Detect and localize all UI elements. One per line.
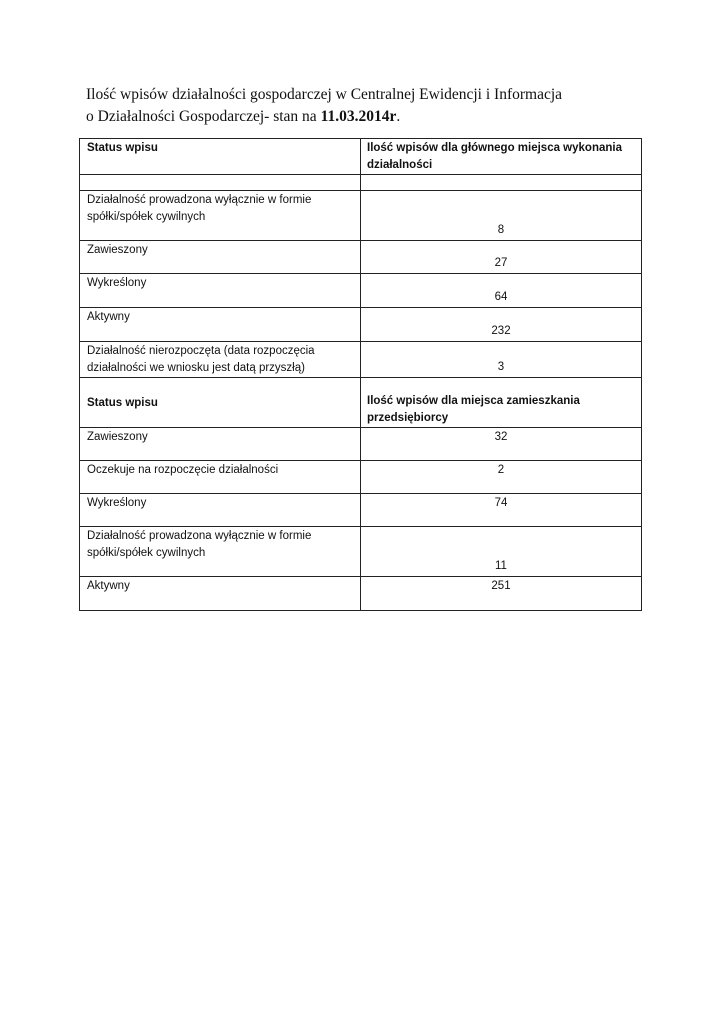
row-count: 64 [361, 274, 642, 308]
table-row [80, 308, 642, 342]
spacer-cell [361, 175, 642, 191]
table-row [80, 527, 642, 577]
table-header-residence [80, 378, 642, 428]
row-status: Wykreślony [80, 274, 361, 308]
table-header-main [80, 139, 642, 175]
row-status: Zawieszony [80, 241, 361, 274]
row-status: Aktywny [80, 308, 361, 342]
row-count: 2 [361, 461, 642, 494]
header-count-main: Ilość wpisów dla głównego miejsca wykonania działalności [361, 139, 642, 175]
table-spacer-row [80, 175, 642, 191]
row-status: Działalność nierozpoczęta (data rozpoczęcia działalności we wniosku jest datą przyszłą) [80, 342, 361, 378]
title-line-2-text: o Działalności Gospodarczej- stan na [86, 108, 321, 125]
row-count: 27 [361, 241, 642, 274]
row-count: 8 [361, 191, 642, 241]
table-row [80, 191, 642, 241]
table-row [80, 342, 642, 378]
row-count: 3 [361, 342, 642, 378]
row-count: 251 [361, 577, 642, 611]
title-line-2 [86, 106, 646, 128]
title-line-2-end: . [396, 108, 401, 125]
table-row [80, 241, 642, 274]
row-count: 232 [361, 308, 642, 342]
header-status: Status wpisu [80, 139, 361, 175]
title-line-1: Ilość wpisów działalności gospodarczej w Centralnej Ewidencji i Informacja [86, 86, 563, 103]
row-status: Zawieszony [80, 428, 361, 461]
table-row [80, 577, 642, 611]
row-count: 11 [361, 527, 642, 577]
row-count: 32 [361, 428, 642, 461]
row-count: 74 [361, 494, 642, 527]
table-row [80, 461, 642, 494]
table-row [80, 494, 642, 527]
table-row [80, 428, 642, 461]
table-row [80, 274, 642, 308]
row-status: Wykreślony [80, 494, 361, 527]
header-status: Status wpisu [80, 378, 361, 428]
spacer-cell [80, 175, 361, 191]
row-status: Działalność prowadzona wyłącznie w formie spółki/spółek cywilnych [80, 191, 361, 241]
page-title [86, 84, 646, 128]
row-status: Aktywny [80, 577, 361, 611]
header-count-residence: Ilość wpisów dla miejsca zamieszkania przedsiębiorcy [361, 378, 642, 428]
report-date: 11.03.2014r [320, 108, 397, 125]
registry-table [79, 138, 642, 611]
row-status: Oczekuje na rozpoczęcie działalności [80, 461, 361, 494]
row-status: Działalność prowadzona wyłącznie w formie spółki/spółek cywilnych [80, 527, 361, 577]
